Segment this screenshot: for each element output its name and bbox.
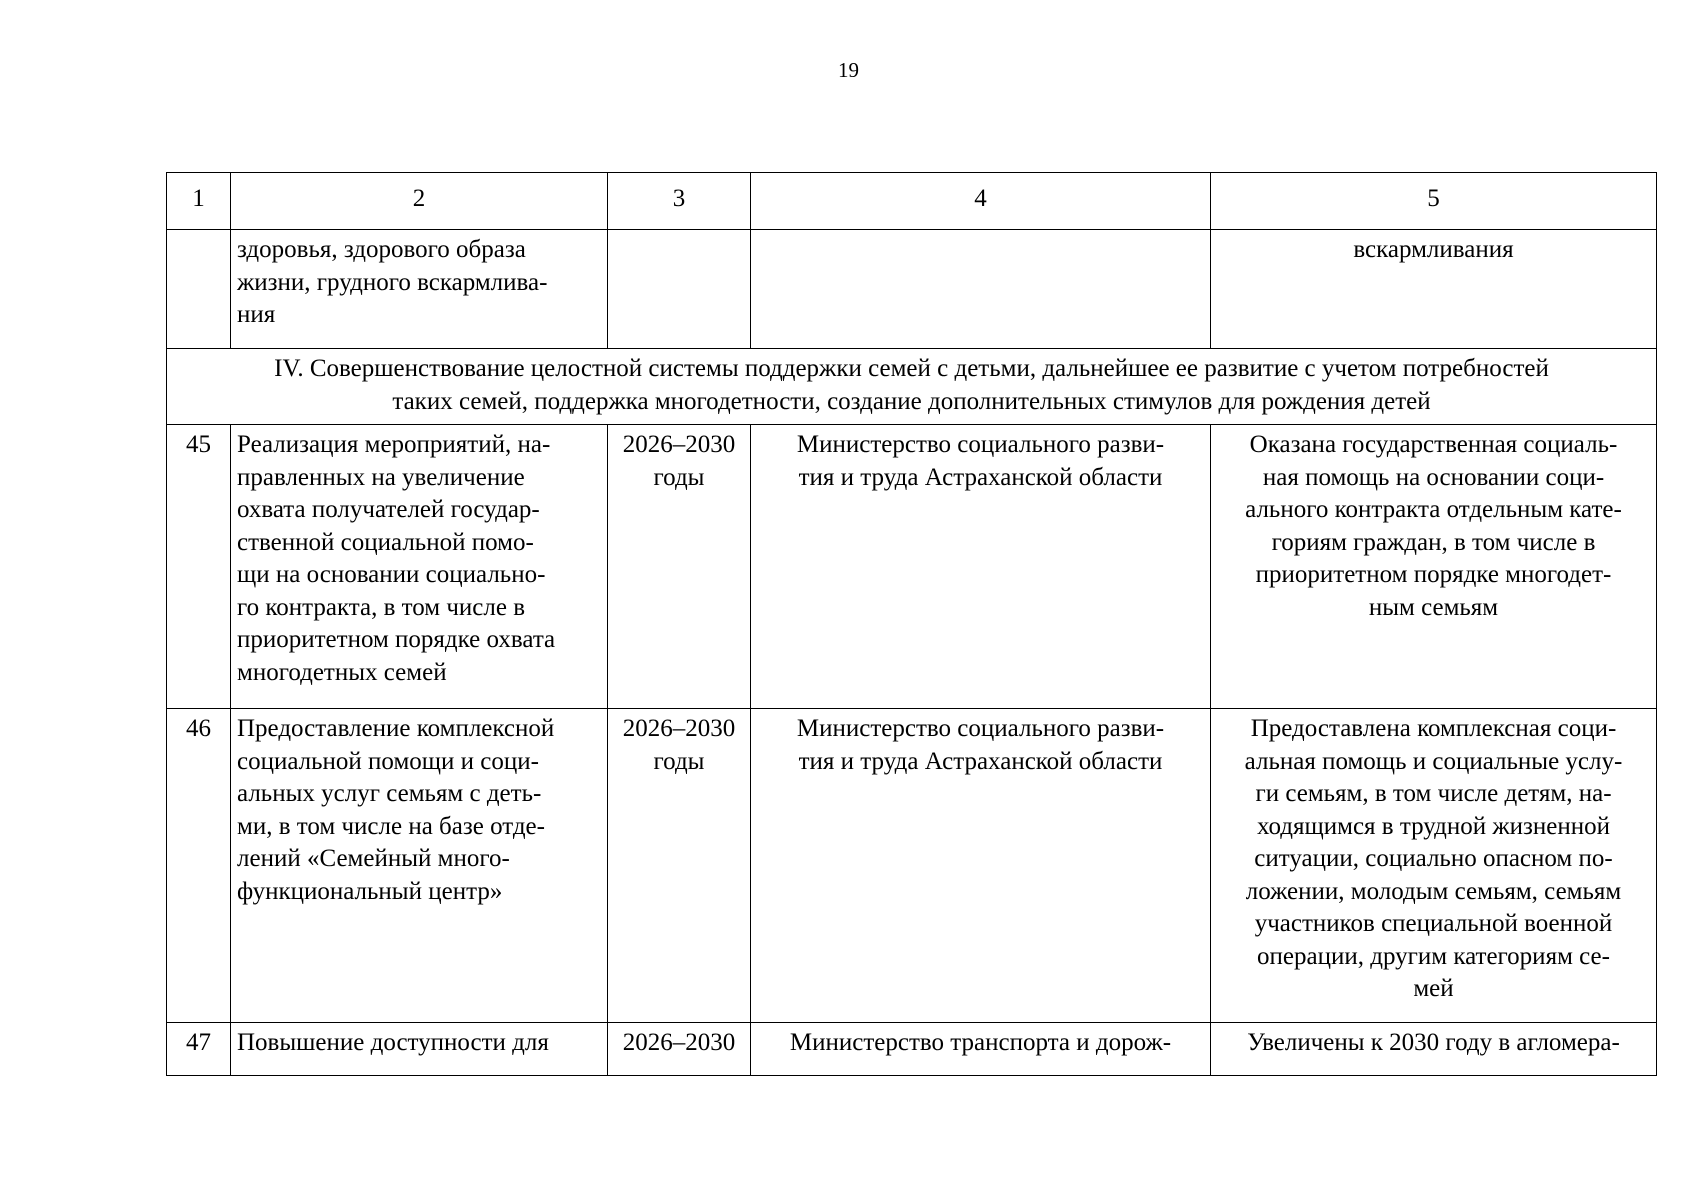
measure-cell: Повышение доступности для — [231, 1023, 608, 1076]
period-cell: 2026–2030 — [608, 1023, 751, 1076]
executor-cell: Министерство социального разви- тия и труда Астраханской области — [751, 425, 1211, 709]
result-cell: вскармливания — [1211, 230, 1657, 349]
executor-cell — [751, 230, 1211, 349]
row-number-cell: 46 — [167, 709, 231, 1023]
result-cell: Увеличены к 2030 году в агломера- — [1211, 1023, 1657, 1076]
row-number-cell: 45 — [167, 425, 231, 709]
executor-cell: Министерство транспорта и дорож- — [751, 1023, 1211, 1076]
table-row — [167, 709, 1657, 1023]
table-row — [167, 1023, 1657, 1076]
measures-table — [166, 172, 1657, 1076]
row-number-cell — [167, 230, 231, 349]
header-cell-col-5: 5 — [1211, 173, 1657, 230]
period-cell: 2026–2030 годы — [608, 425, 751, 709]
period-cell — [608, 230, 751, 349]
result-cell: Предоставлена комплексная соци- альная помощь и социальные услу- ги семьям, в том числе детям, на- ходящимся в трудной жизненной ситуации, социально опасном по- ложении, молодым семьям, семьям участников специальной военной операции, другим категориям се- мей — [1211, 709, 1657, 1023]
result-cell: Оказана государственная социаль- ная помощь на основании соци- ального контракта отдельным кате- гориям граждан, в том числе в приоритетном порядке многодет- ным семьям — [1211, 425, 1657, 709]
header-cell-col-1: 1 — [167, 173, 231, 230]
header-cell-col-3: 3 — [608, 173, 751, 230]
table-header-row — [167, 173, 1657, 230]
section-heading: IV. Совершенствование целостной системы поддержки семей с детьми, дальнейшее ее развитие с учетом потребностей таких семей, поддержка многодетности, создание дополнительных стимулов для рождения детей — [167, 349, 1657, 425]
executor-cell: Министерство социального разви- тия и труда Астраханской области — [751, 709, 1211, 1023]
header-cell-col-4: 4 — [751, 173, 1211, 230]
measure-cell: Предоставление комплексной социальной помощи и соци- альных услуг семьям с деть- ми, в том числе на базе отде- лений «Семейный много- функциональный центр» — [231, 709, 608, 1023]
measure-cell: Реализация мероприятий, на- правленных на увеличение охвата получателей государ- ственной социальной помо- щи на основании социально- го контракта, в том числе в приоритетном порядке охвата многодетных семей — [231, 425, 608, 709]
table-row-continuation — [167, 230, 1657, 349]
section-heading-row — [167, 349, 1657, 425]
page-number: 19 — [838, 58, 859, 82]
header-cell-col-2: 2 — [231, 173, 608, 230]
row-number-cell: 47 — [167, 1023, 231, 1076]
table-row — [167, 425, 1657, 709]
period-cell: 2026–2030 годы — [608, 709, 751, 1023]
measure-cell: здоровья, здорового образа жизни, грудного вскармлива- ния — [231, 230, 608, 349]
